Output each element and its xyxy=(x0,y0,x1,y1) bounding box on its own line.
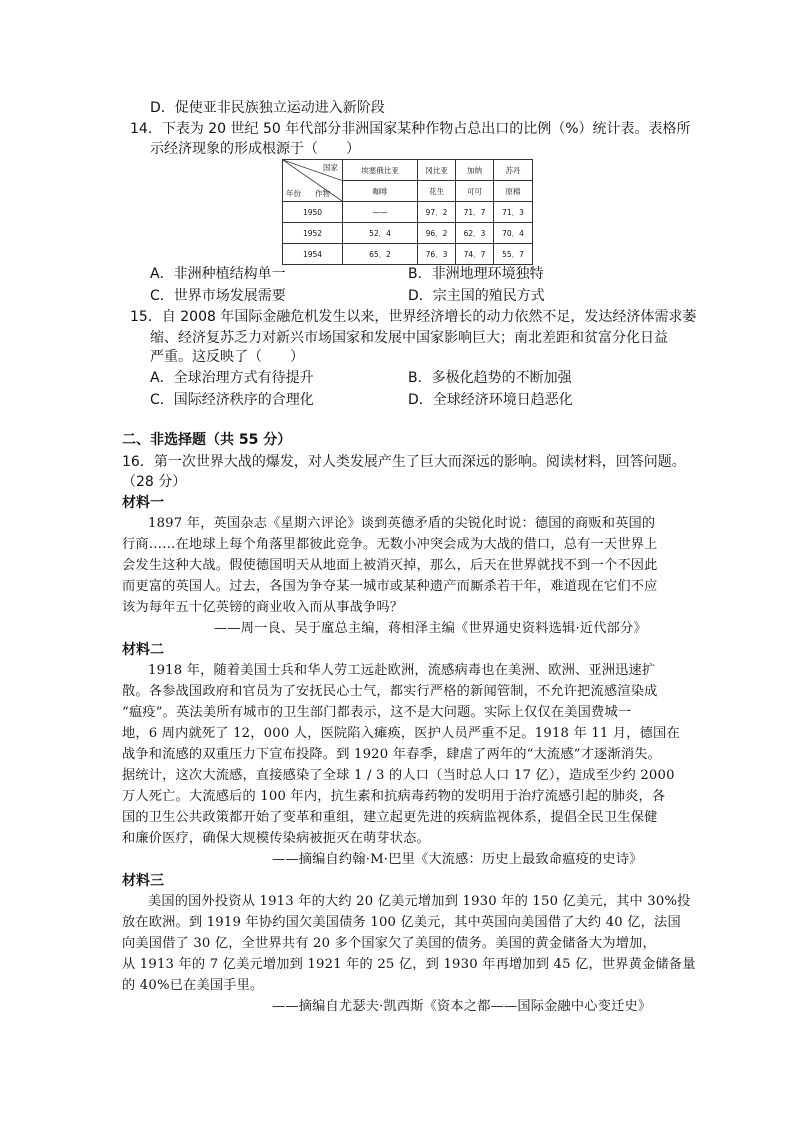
value-cell: 96．2 xyxy=(418,223,456,244)
material-2-line: “瘟疫”。英法美所有城市的卫生部门都表示，这不是大问题。实际上仅仅在美国费城一 xyxy=(122,705,632,720)
q14-option-a: A．非洲种植结构单一 xyxy=(150,266,286,282)
country-header: 冈比亚 xyxy=(418,160,456,181)
value-cell: 76．3 xyxy=(418,244,456,265)
q15-option-d: D．全球经济环境日趋恶化 xyxy=(408,392,573,408)
material-3-line: 美国的国外投资从 1913 年的大约 20 亿美元增加到 1930 年的 150 亿美元，其中 30%投 xyxy=(148,894,691,909)
value-cell: 71．3 xyxy=(494,202,533,223)
material-3-line: 从 1913 年的 7 亿美元增加到 1921 年的 25 亿，到 1930 年再增加到 45 亿，世界黄金储备量 xyxy=(122,957,696,972)
material-1-line: 会发生这种大战。假使德国明天从地面上被消灭掉，那么，后天在世界就找不到一个不因此 xyxy=(122,558,658,573)
material-2-source: ——摘编自约翰·M·巴里《大流感：历史上最致命瘟疫的史诗》 xyxy=(272,852,643,867)
country-header: 加纳 xyxy=(456,160,494,181)
q14-option-b: B．非洲地理环境独特 xyxy=(408,266,544,282)
material-1-line: 1897 年，英国杂志《星期六评论》谈到英德矛盾的尖锐化时说：德国的商贩和英国的 xyxy=(148,516,656,531)
material-2-line: 地，6 周内就死了 12，000 人，医院陷入瘫痪，医护人员严重不足。1918 年 11 月，德国在 xyxy=(122,726,680,741)
q15-stem-line3: 严重。这反映了（ ） xyxy=(150,349,304,365)
value-cell: 74．7 xyxy=(456,244,494,265)
corner-year-label: 年份 xyxy=(286,189,301,198)
material-1-line: 行商……在地球上每个角落里都彼此竞争。无数小冲突会成为大战的借口，总有一天世界上 xyxy=(122,537,658,552)
material-2-line: 战争和流感的双重压力下宣布投降。到 1920 年春季，肆虐了两年的“大流感”才逐渐消失。 xyxy=(122,747,661,762)
crop-header: 花生 xyxy=(418,181,456,202)
table-row xyxy=(283,202,533,223)
material-1-line: 该为每年五十亿英镑的商业收入而从事战争吗？ xyxy=(122,600,404,615)
q15-stem-line1: 15．自 2008 年国际金融危机发生以来，世界经济增长的动力依然不足，发达经济体需求萎 xyxy=(130,309,697,325)
value-cell: 97．2 xyxy=(418,202,456,223)
value-cell: 62．3 xyxy=(456,223,494,244)
year-cell: 1952 xyxy=(283,223,343,244)
material-1-source: ——周一良、吴于廑总主编，蒋相泽主编《世界通史资料选辑·近代部分》 xyxy=(214,621,647,636)
crop-header: 咖啡 xyxy=(343,181,418,202)
material-3-title: 材料三 xyxy=(122,873,164,889)
q14-stem-line2: 示经济现象的形成根源于（ ） xyxy=(150,141,360,157)
material-3-source: ——摘编自尤瑟夫·凯西斯《资本之都——国际金融中心变迁史》 xyxy=(272,999,652,1014)
value-cell: 70．4 xyxy=(494,223,533,244)
table-row xyxy=(283,244,533,265)
q14-option-d: D．宗主国的殖民方式 xyxy=(408,288,545,304)
year-cell: 1950 xyxy=(283,202,343,223)
crop-header: 可可 xyxy=(456,181,494,202)
q15-stem-line2: 缩、经济复苏乏力对新兴市场国家和发展中国家影响巨大；南北差距和贫富分化日益 xyxy=(150,330,668,346)
material-3-line: 放在欧洲。到 1919 年协约国欠美国债务 100 亿美元，其中英国向美国借了大约 40 亿，法国 xyxy=(122,915,681,930)
material-2-line: 万人死亡。大流感后的 100 年内，抗生素和抗病毒药物的发明用于治疗流感引起的肺炎，各 xyxy=(122,789,666,804)
material-1-title: 材料一 xyxy=(122,495,164,511)
value-cell: 55．7 xyxy=(494,244,533,265)
q14-crop-export-table xyxy=(282,159,533,265)
q15-option-a: A．全球治理方式有待提升 xyxy=(150,370,314,386)
material-2-line: 据统计，这次大流感，直接感染了全球 1 / 3 的人口（当时总人口 17 亿），造成至少约 2000 xyxy=(122,768,675,783)
q16-stem-line1: 16．第一次世界大战的爆发，对人类发展产生了巨大而深远的影响。阅读材料，回答问题。 xyxy=(122,454,686,470)
material-1-line: 而更富的英国人。过去，各国为争夺某一城市或某种遗产而厮杀若干年，难道现在它们不应 xyxy=(122,579,658,594)
q14-stem-line1: 14．下表为 20 世纪 50 年代部分非洲国家某种作物占总出口的比例（%）统计表。表格所 xyxy=(130,121,691,137)
year-cell: 1954 xyxy=(283,244,343,265)
q14-option-c: C．世界市场发展需要 xyxy=(150,288,286,304)
value-cell: 71．7 xyxy=(456,202,494,223)
crop-header: 原棉 xyxy=(494,181,533,202)
value-cell: —— xyxy=(343,202,418,223)
value-cell: 65．2 xyxy=(343,244,418,265)
material-2-line: 散。各参战国政府和官员为了安抚民心士气，都实行严格的新闻管制，不允许把流感渲染成 xyxy=(122,684,658,699)
q15-option-b: B．多极化趋势的不断加强 xyxy=(408,370,572,386)
material-3-line: 向美国借了 30 亿，全世界共有 20 多个国家欠了美国的债务。美国的黄金储备大为增加， xyxy=(122,936,656,951)
section-title: 二、非选择题（共 55 分） xyxy=(122,432,292,448)
material-2-title: 材料二 xyxy=(122,642,164,658)
table-row xyxy=(283,223,533,244)
material-2-line: 1918 年，随着美国士兵和华人劳工远赴欧洲，流感病毒也在美洲、欧洲、亚洲迅速扩 xyxy=(148,663,656,678)
q16-stem-line2: （28 分） xyxy=(122,474,187,490)
material-3-line: 的 40%已在美国手里。 xyxy=(122,978,264,993)
table-corner-cell xyxy=(283,160,343,202)
q13-option-d: D．促使亚非民族独立运动进入新阶段 xyxy=(150,100,385,116)
material-2-line: 和廉价医疗，确保大规模传染病被扼灭在萌芽状态。 xyxy=(122,831,430,846)
material-2-line: 国的卫生公共政策都开始了变革和重组，建立起更先进的疾病监视体系，提倡全民卫生保健 xyxy=(122,810,658,825)
country-header: 苏丹 xyxy=(494,160,533,181)
corner-crop-label: 作物 xyxy=(315,189,330,198)
value-cell: 52．4 xyxy=(343,223,418,244)
country-header: 埃塞俄比亚 xyxy=(343,160,418,181)
corner-country-label: 国家 xyxy=(323,163,338,172)
q15-option-c: C．国际经济秩序的合理化 xyxy=(150,392,314,408)
